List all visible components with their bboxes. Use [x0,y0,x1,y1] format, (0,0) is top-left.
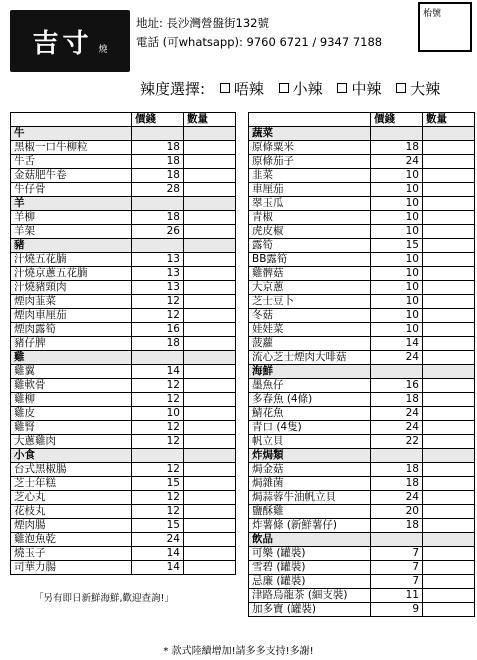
item-price: 18 [371,393,423,407]
item-price: 12 [132,393,184,407]
item-name: 司華力腸 [11,561,132,575]
menu-item-row [11,505,236,519]
quantity-cell[interactable] [184,477,236,491]
item-price: 28 [132,183,184,197]
item-price: 24 [371,407,423,421]
item-price: 10 [371,309,423,323]
quantity-cell[interactable] [184,141,236,155]
item-name: 牛仔骨 [11,183,132,197]
category-name: 羊 [11,197,132,211]
menu-item-row [11,225,236,239]
menu-item-row [249,337,475,351]
menu-item-row [11,183,236,197]
quantity-cell[interactable] [184,169,236,183]
menu-item-row [249,197,475,211]
item-name: 多春魚 (4條) [249,393,371,407]
menu-item-row [11,141,236,155]
category-row [249,533,475,547]
item-name: 車厘茄 [249,183,371,197]
menu-item-row [249,351,475,365]
menu-item-row [11,477,236,491]
quantity-cell[interactable] [184,463,236,477]
quantity-cell[interactable] [423,519,475,533]
item-name: 雞翼 [11,365,132,379]
phone: 電話 (可whatsapp): 9760 6721 / 9347 7188 [136,35,383,49]
item-price: 10 [371,211,423,225]
item-name: 金菇肥牛卷 [11,169,132,183]
quantity-cell[interactable] [184,183,236,197]
menu-item-row [249,589,475,603]
quantity-cell[interactable] [423,309,475,323]
menu-item-row [11,281,236,295]
category-row [11,127,236,141]
item-price: 7 [371,561,423,575]
item-name: 雞柳 [11,393,132,407]
item-name: 大京蔥 [249,281,371,295]
table-number-box[interactable] [418,2,472,52]
quantity-cell[interactable] [423,589,475,603]
item-name: 煙肉露筍 [11,323,132,337]
item-name: BB露筍 [249,253,371,267]
menu-item-row [249,155,475,169]
header-price: 價錢 [371,113,423,127]
category-row [11,351,236,365]
category-row [249,127,475,141]
spice-option-medium[interactable]: 中辣 [337,80,381,98]
item-name: 黑椒一口牛柳粒 [11,141,132,155]
item-name: 雞軟骨 [11,379,132,393]
menu-item-row [249,141,475,155]
item-name: 豬仔脾 [11,337,132,351]
item-price: 15 [132,519,184,533]
item-price: 12 [132,295,184,309]
menu-item-row [249,183,475,197]
logo-sub-text: 燒 [98,44,108,55]
menu-item-row [249,225,475,239]
menu-item-row [249,575,475,589]
quantity-cell[interactable] [423,211,475,225]
quantity-cell[interactable] [423,197,475,211]
item-name: 煙肉車厘茄 [11,309,132,323]
table-number-label: 枱號 [423,9,442,19]
item-name: 韭菜 [249,169,371,183]
item-name: 青椒 [249,211,371,225]
item-price: 9 [371,603,423,617]
category-name: 雞 [11,351,132,365]
item-name: 燒玉子 [11,547,132,561]
menu-item-row [11,267,236,281]
menu-item-row [11,365,236,379]
item-price: 10 [371,183,423,197]
quantity-cell[interactable] [423,575,475,589]
quantity-cell[interactable] [184,337,236,351]
quantity-cell[interactable] [184,561,236,575]
menu-item-row [249,379,475,393]
menu-item-row [11,533,236,547]
quantity-cell[interactable] [423,603,475,617]
item-name: 台式黑椒腸 [11,463,132,477]
item-price: 12 [132,435,184,449]
menu-item-row [11,253,236,267]
menu-item-row [11,561,236,575]
quantity-cell[interactable] [184,379,236,393]
quantity-cell[interactable] [184,505,236,519]
item-price: 15 [132,477,184,491]
address: 地址: 長沙灣營盤街132號 [136,16,269,30]
category-name: 小食 [11,449,132,463]
item-price: 10 [371,281,423,295]
menu-item-row [249,477,475,491]
item-price: 10 [371,197,423,211]
menu-item-row [11,169,236,183]
item-price: 14 [132,561,184,575]
quantity-cell[interactable] [423,505,475,519]
category-row [11,449,236,463]
category-row [249,365,475,379]
menu-item-row [249,505,475,519]
item-price: 16 [132,323,184,337]
item-price: 18 [132,141,184,155]
menu-item-row [249,435,475,449]
item-name: 流心芝士煙肉大啡菇 [249,351,371,365]
checkbox-icon [396,83,406,93]
quantity-cell[interactable] [184,295,236,309]
header-blank [249,113,371,127]
item-price: 12 [132,309,184,323]
menu-item-row [11,211,236,225]
item-price: 13 [132,253,184,267]
item-price: 10 [371,253,423,267]
quantity-cell[interactable] [423,547,475,561]
menu-item-row [11,155,236,169]
shop-logo [10,10,130,72]
item-name: 津路烏龍茶 (細支裝) [249,589,371,603]
item-name: 芝士豆卜 [249,295,371,309]
header-blank [11,113,132,127]
item-name: 芝士年糕 [11,477,132,491]
menu-item-row [11,421,236,435]
item-price: 12 [132,505,184,519]
header-qty: 數量 [423,113,475,127]
quantity-cell[interactable] [184,211,236,225]
menu-item-row [11,323,236,337]
item-name: 雞髀菇 [249,267,371,281]
quantity-cell[interactable] [184,225,236,239]
quantity-cell[interactable] [423,323,475,337]
menu-item-row [11,337,236,351]
item-price: 12 [132,379,184,393]
item-name: 帆立貝 [249,435,371,449]
item-price: 10 [371,169,423,183]
quantity-cell[interactable] [184,267,236,281]
item-price: 24 [132,533,184,547]
menu-item-row [249,281,475,295]
menu-item-row [11,295,236,309]
item-name: 鹽酥雞 [249,505,371,519]
category-name: 牛 [11,127,132,141]
item-name: 大蔥雞肉 [11,435,132,449]
item-price: 12 [132,463,184,477]
item-price: 24 [371,421,423,435]
quantity-cell[interactable] [184,365,236,379]
quantity-cell[interactable] [423,281,475,295]
menu-header-row [249,113,475,127]
item-price: 13 [132,281,184,295]
item-name: 雞泡魚乾 [11,533,132,547]
menu-item-row [249,491,475,505]
item-name: 原條粟米 [249,141,371,155]
logo-text: 吉寸 [32,28,93,59]
category-name: 飲品 [249,533,371,547]
quantity-cell[interactable] [423,491,475,505]
item-price: 18 [371,463,423,477]
quantity-cell[interactable] [184,491,236,505]
item-name: 虎皮椒 [249,225,371,239]
quantity-cell[interactable] [423,267,475,281]
item-price: 24 [371,155,423,169]
spice-option-mild[interactable]: 小辣 [279,80,323,98]
item-name: 煙肉腸 [11,519,132,533]
category-name: 炸焗類 [249,449,371,463]
item-price: 10 [371,267,423,281]
item-price: 22 [371,435,423,449]
menu-item-row [249,267,475,281]
header-price: 價錢 [132,113,184,127]
item-price: 7 [371,547,423,561]
item-price: 12 [132,421,184,435]
item-price: 18 [132,211,184,225]
item-price: 14 [132,547,184,561]
quantity-cell[interactable] [423,463,475,477]
seafood-note: 「另有即日新鮮海鮮,歡迎查詢!」 [34,593,174,604]
item-price: 18 [132,169,184,183]
quantity-cell[interactable] [184,519,236,533]
item-name: 冬菇 [249,309,371,323]
item-price: 10 [371,323,423,337]
checkbox-icon [279,83,289,93]
category-name: 豬 [11,239,132,253]
item-price: 10 [132,407,184,421]
item-price: 14 [371,337,423,351]
spice-option-hot[interactable]: 大辣 [396,80,440,98]
item-name: 牛舌 [11,155,132,169]
item-price: 7 [371,575,423,589]
quantity-cell[interactable] [423,253,475,267]
menu-item-row [11,435,236,449]
item-name: 芝心丸 [11,491,132,505]
checkbox-icon [220,83,230,93]
quantity-cell[interactable] [423,169,475,183]
quantity-cell[interactable] [184,281,236,295]
item-name: 焗蒜蓉牛油帆立貝 [249,491,371,505]
item-name: 焗雜菌 [249,477,371,491]
header-qty: 數量 [184,113,236,127]
quantity-cell[interactable] [423,225,475,239]
item-name: 花枝丸 [11,505,132,519]
menu-item-row [11,491,236,505]
item-price: 12 [132,491,184,505]
item-name: 加多寶 (罐裝) [249,603,371,617]
left-menu-table [10,112,236,575]
item-price: 16 [371,379,423,393]
item-price: 15 [371,239,423,253]
quantity-cell[interactable] [423,435,475,449]
category-row [249,449,475,463]
item-name: 露筍 [249,239,371,253]
quantity-cell[interactable] [423,183,475,197]
item-name: 煙肉韮菜 [11,295,132,309]
menu-item-row [249,561,475,575]
menu-item-row [11,379,236,393]
spice-label: 辣度選擇: [140,80,206,98]
item-price: 13 [132,267,184,281]
item-name: 青口 (4隻) [249,421,371,435]
quantity-cell[interactable] [184,253,236,267]
menu-item-row [249,309,475,323]
item-name: 菠蘿 [249,337,371,351]
menu-item-row [11,407,236,421]
item-name: 羊柳 [11,211,132,225]
right-menu-table [248,112,475,617]
quantity-cell[interactable] [423,141,475,155]
menu-item-row [249,295,475,309]
quantity-cell[interactable] [423,477,475,491]
item-name: 汁燒京蔥五花腩 [11,267,132,281]
category-row [11,197,236,211]
quantity-cell[interactable] [184,407,236,421]
quantity-cell[interactable] [184,323,236,337]
item-name: 忌廉 (罐裝) [249,575,371,589]
item-price: 26 [132,225,184,239]
menu-item-row [249,169,475,183]
quantity-cell[interactable] [423,407,475,421]
quantity-cell[interactable] [423,421,475,435]
menu-item-row [249,603,475,617]
quantity-cell[interactable] [423,351,475,365]
item-price: 24 [371,351,423,365]
category-name: 蔬菜 [249,127,371,141]
menu-item-row [249,519,475,533]
menu-item-row [249,463,475,477]
footer-note: * 款式陸續增加!請多多支持!多謝! [163,646,314,657]
menu-item-row [249,253,475,267]
item-price: 18 [371,477,423,491]
menu-item-row [11,519,236,533]
item-price: 10 [371,225,423,239]
category-row [11,239,236,253]
quantity-cell[interactable] [423,393,475,407]
menu-item-row [249,393,475,407]
checkbox-icon [337,83,347,93]
menu-item-row [249,407,475,421]
menu-item-row [249,421,475,435]
item-name: 翠玉瓜 [249,197,371,211]
quantity-cell[interactable] [423,155,475,169]
menu-item-row [11,309,236,323]
item-price: 18 [132,337,184,351]
item-price: 14 [132,365,184,379]
quantity-cell[interactable] [423,239,475,253]
item-name: 娃娃菜 [249,323,371,337]
spice-option-none[interactable]: 唔辣 [220,80,264,98]
item-name: 汁燒豬頸肉 [11,281,132,295]
item-name: 可樂 (罐裝) [249,547,371,561]
quantity-cell[interactable] [184,435,236,449]
item-name: 鯖花魚 [249,407,371,421]
category-name: 海鮮 [249,365,371,379]
quantity-cell[interactable] [184,533,236,547]
item-price: 20 [371,505,423,519]
menu-item-row [249,323,475,337]
menu-item-row [249,239,475,253]
quantity-cell[interactable] [423,561,475,575]
item-name: 焗金菇 [249,463,371,477]
item-name: 羊架 [11,225,132,239]
quantity-cell[interactable] [184,309,236,323]
item-name: 墨魚仔 [249,379,371,393]
item-price: 24 [371,491,423,505]
item-name: 炸薯條 (新鮮薯仔) [249,519,371,533]
item-name: 雞腎 [11,421,132,435]
contact-info [136,14,382,52]
spice-selection [140,78,440,99]
item-price: 18 [371,141,423,155]
item-price: 11 [371,589,423,603]
quantity-cell[interactable] [184,155,236,169]
menu-item-row [249,211,475,225]
menu-item-row [249,547,475,561]
item-price: 18 [132,155,184,169]
menu-item-row [11,463,236,477]
item-price: 10 [371,295,423,309]
item-name: 汁燒五花腩 [11,253,132,267]
quantity-cell[interactable] [423,337,475,351]
item-name: 雞皮 [11,407,132,421]
menu-item-row [11,393,236,407]
quantity-cell[interactable] [184,393,236,407]
quantity-cell[interactable] [184,547,236,561]
menu-header-row [11,113,236,127]
item-price: 18 [371,519,423,533]
quantity-cell[interactable] [423,379,475,393]
menu-item-row [11,547,236,561]
item-name: 雪碧 (罐裝) [249,561,371,575]
quantity-cell[interactable] [184,421,236,435]
quantity-cell[interactable] [423,295,475,309]
item-name: 原條茄子 [249,155,371,169]
